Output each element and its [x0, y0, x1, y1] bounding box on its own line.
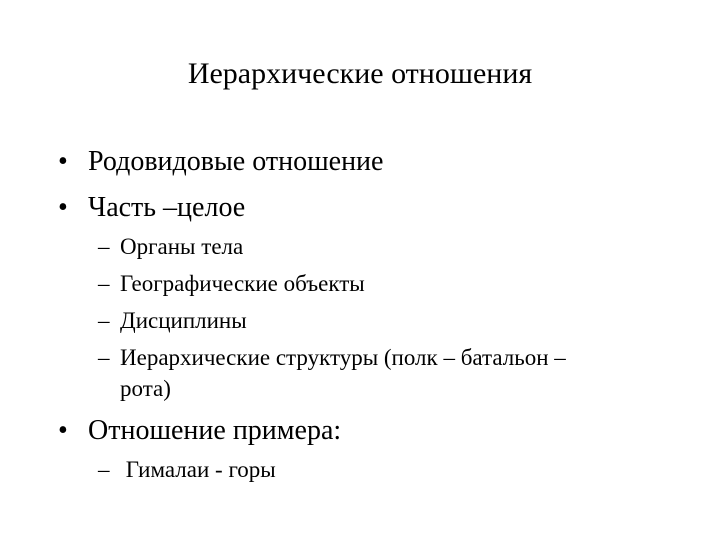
list-item-part-whole: Часть –целое	[88, 192, 246, 223]
sub-item-body-organs: Органы тела	[120, 234, 244, 259]
sub-item-geographic-objects: Географические объекты	[120, 271, 365, 296]
list-item-example-relation: Отношение примера:	[88, 415, 342, 446]
dash-icon: –	[98, 271, 110, 296]
list-item-genus-species: Родовидовые отношение	[88, 146, 384, 177]
sub-item-hierarchical-structures-cont: рота)	[120, 376, 171, 401]
sub-item-hierarchical-structures: Иерархические структуры (полк – батальон –	[120, 345, 566, 370]
slide-title: Иерархические отношения	[187, 57, 533, 90]
sub-item-himalayas-mountains: Гималаи - горы	[120, 457, 276, 482]
bullet-icon: •	[58, 192, 68, 223]
bullet-icon: •	[58, 146, 68, 177]
dash-icon: –	[98, 345, 110, 370]
dash-icon: –	[98, 457, 110, 482]
dash-icon: –	[98, 308, 110, 333]
dash-icon: –	[98, 234, 110, 259]
sub-item-disciplines: Дисциплины	[120, 308, 247, 333]
bullet-icon: •	[58, 415, 68, 446]
